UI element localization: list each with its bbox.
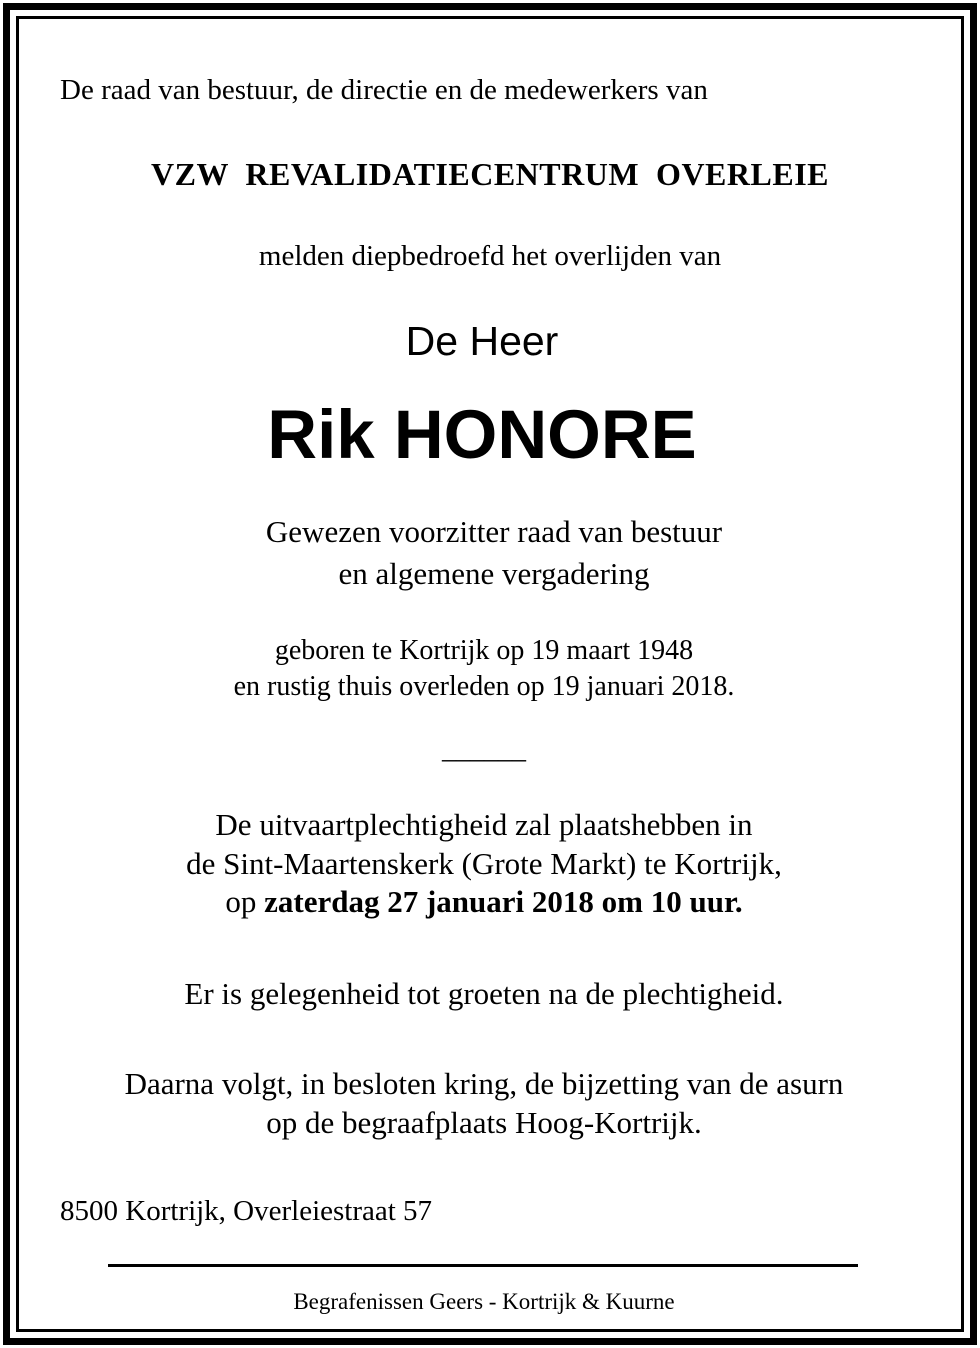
footer-rule — [108, 1264, 858, 1267]
greeting-text: Er is gelegenheid tot groeten na de plechtigheid. — [184, 976, 784, 1011]
funeral-line-3 — [0, 884, 974, 920]
funeral-line-2: de Sint-Maartenskerk (Grote Markt) te Kortrijk, — [186, 846, 782, 881]
funeral-date: zaterdag 27 januari 2018 om 10 uur. — [264, 884, 743, 919]
interment-line-1: Daarna volgt, in besloten kring, de bijzetting van de asurn — [124, 1066, 844, 1101]
organization-name: VZW REVALIDATIECENTRUM OVERLEIE — [151, 156, 829, 192]
separator: ______ — [442, 734, 526, 765]
intro-text: De raad van bestuur, de directie en de medewerkers van — [60, 74, 708, 106]
announcement-text: melden diepbedroefd het overlijden van — [258, 240, 722, 272]
funeral-line-1: De uitvaartplechtigheid zal plaatshebben in — [215, 807, 753, 842]
deceased-name: Rik HONORE — [267, 396, 697, 473]
role-line-2: en algemene vergadering — [338, 556, 650, 591]
funeral-prefix: op — [225, 884, 257, 919]
address-text: 8500 Kortrijk, Overleiestraat 57 — [60, 1195, 433, 1227]
salutation: De Heer — [405, 318, 559, 364]
birth-text: geboren te Kortrijk op 19 maart 1948 — [274, 635, 694, 666]
death-text: en rustig thuis overleden op 19 januari 2018. — [233, 671, 735, 702]
role-line-1: Gewezen voorzitter raad van bestuur — [265, 514, 723, 549]
undertaker-credit: Begrafenissen Geers - Kortrijk & Kuurne — [293, 1289, 675, 1314]
interment-line-2: op de begraafplaats Hoog-Kortrijk. — [266, 1105, 702, 1140]
